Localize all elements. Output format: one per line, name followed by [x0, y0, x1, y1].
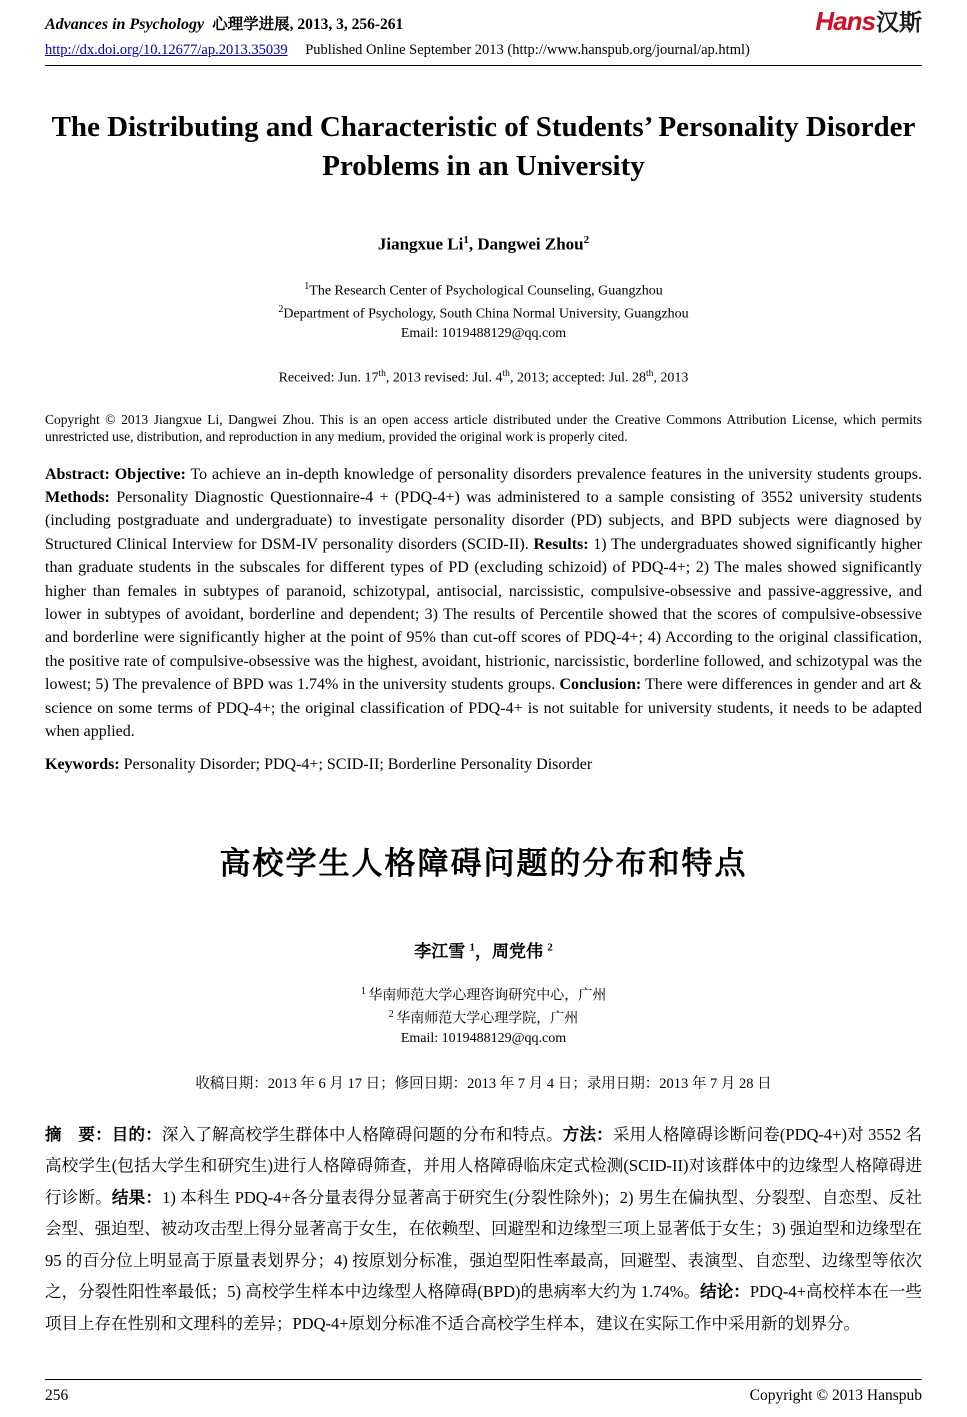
- article-body: [45, 66, 922, 1339]
- abstract-label: Abstract: Objective:: [45, 465, 186, 483]
- methods-label: Methods:: [45, 489, 110, 507]
- authors-zh: [45, 937, 922, 962]
- page-footer: [45, 1379, 922, 1405]
- ordinal-suffix: th: [646, 368, 654, 379]
- abstract-en: [45, 463, 922, 744]
- page-number: 256: [45, 1387, 69, 1404]
- keywords-en: [45, 756, 922, 774]
- received-text: , 2013: [653, 370, 689, 386]
- affiliation-text: The Research Center of Psychological Counseling, Guangzhou: [309, 283, 663, 299]
- author-email: Email: 1019488129@qq.com: [400, 1030, 567, 1046]
- article-title-zh: 高校学生人格障碍问题的分布和特点: [219, 845, 748, 881]
- received-text: , 2013 revised: Jul. 4: [385, 370, 503, 386]
- abstract-zh: [45, 1119, 922, 1340]
- received-text: , 2013; accepted: Jul. 28: [509, 370, 647, 386]
- author-name: 李江雪: [414, 941, 470, 961]
- author-email: Email: 1019488129@qq.com: [400, 325, 567, 341]
- affiliation-text: 华南师范大学心理学院，广州: [396, 1011, 579, 1027]
- abstract-segment: 采用人格障碍诊断问卷(PDQ-4+)对 3552 名高校学生(包括大学生和研究生)进行人格障碍筛查，并用人格障碍临床定式检测(SCID-II)对该群体中的边缘型人格障碍进行诊断。: [45, 1124, 922, 1207]
- article-title-en: The Distributing and Characteristic of Students’ Personality Disorder Problems in an University: [51, 111, 916, 182]
- affil-marker: 2: [278, 304, 284, 316]
- abstract-segment: Personality Diagnostic Questionnaire-4 + (PDQ-4+) was administered to a sample consisting of 3552 university students (including postgraduate and undergraduate) to investigate personality disorder (PD) subjects, and BPD subjects were diagnosed by Structured Clinical Interview for DSM-IV personality disorders (SCID-II).: [45, 489, 922, 553]
- abstract-segment: 1) The undergraduates showed significantly higher than graduate students in the subscales for different types of PD (excluding schizoid) of PDQ-4+; 2) The males showed significantly higher than females in subtypes of paranoid, schizotypal, antisocial, narcissistic, compulsive-obsessive and passive-aggressive, and lower in subtypes of avoidant, borderline and dependent; 3) The results of Percentile showed that the scores of compulsive-obsessive and borderline were significantly higher at the point of 95% than cut-off scores of PDQ-4+; 4) According to the original classification, the positive rate of compulsive-obsessive was the highest, avoidant, histrionic, narcissistic, borderline followed, and schizotypal was the lowest; 5) The prevalence of BPD was 1.74% in the university students groups.: [45, 535, 922, 694]
- ordinal-suffix: th: [378, 368, 386, 379]
- hans-publisher-logo: [815, 8, 922, 39]
- hans-logo-chinese-text: 汉斯: [876, 10, 922, 35]
- affil-marker: 1: [360, 985, 369, 997]
- abstract-segment: 1) 本科生 PDQ-4+各分量表得分显著高于研究生(分裂性除外)；2) 男生在偏执型、分裂型、自恋型、反社会型、强迫型、被动攻击型上得分显著高于女生，在依赖型、回避型和边缘型三项上显著低于女生；3) 强迫型和边缘型在 95 的百分位上明显高于原量表划界分；4) 按原划分标准，强迫型阳性率最高，回避型、表演型、自恋型、边缘型等依次之，分裂性阳性率最低；5) 高校学生样本中边缘型人格障碍(BPD)的患病率大约为 1.74%。: [45, 1187, 923, 1302]
- author-affil-marker: 1: [469, 940, 475, 953]
- author-affil-marker: 2: [583, 234, 590, 246]
- journal-issue-info: 心理学进展, 2013, 3, 256-261: [212, 16, 404, 33]
- affiliations-zh: [45, 982, 922, 1048]
- affiliation-line: [45, 982, 922, 1006]
- affiliation-text: 华南师范大学心理咨询研究中心，广州: [368, 988, 607, 1004]
- received-text: Received: Jun. 17: [278, 370, 379, 386]
- author-affil-marker: 2: [547, 940, 553, 953]
- abstract-label-zh: 摘 要：目的：: [45, 1124, 162, 1144]
- published-online-text: Published Online September 2013 (http://www.hanspub.org/journal/ap.html): [305, 42, 750, 58]
- header-doi-row: [45, 42, 922, 59]
- abstract-segment: To achieve an in-depth knowledge of personality disorders prevalence features in the university students groups.: [185, 465, 922, 483]
- author-name: Jiangxue Li: [377, 234, 464, 254]
- received-dates-en: [45, 369, 922, 387]
- keywords-label: Keywords:: [45, 755, 120, 773]
- author-name: , Dangwei Zhou: [468, 234, 584, 254]
- conclusion-label-zh: 结论：: [700, 1282, 750, 1302]
- footer-copyright: Copyright © 2013 Hanspub: [749, 1387, 922, 1404]
- journal-header: [45, 8, 922, 66]
- ordinal-suffix: th: [502, 368, 510, 379]
- affil-marker: 1: [304, 280, 310, 292]
- abstract-segment: PDQ-4+高校样本在一些项目上存在性别和文理科的差异；PDQ-4+原划分标准不适合高校学生样本，建议在实际工作中采用新的划界分。: [45, 1282, 923, 1333]
- methods-label-zh: 方法：: [562, 1124, 613, 1144]
- journal-name: Advances in Psychology: [45, 16, 205, 33]
- results-label-zh: 结果：: [111, 1187, 163, 1207]
- hans-logo-latin-text: Hans: [815, 6, 875, 36]
- affiliations-en: [45, 277, 922, 343]
- affiliation-text: Department of Psychology, South China Normal University, Guangzhou: [283, 306, 689, 322]
- doi-link[interactable]: http://dx.doi.org/10.12677/ap.2013.35039: [45, 42, 288, 58]
- abstract-segment: There were differences in gender and art & science on some terms of PDQ-4+; the original classification of PDQ-4+ is not suitable for university students, it needs to be adapted when applied.: [45, 676, 922, 741]
- conclusion-label: Conclusion:: [559, 676, 642, 694]
- journal-line: [45, 8, 403, 34]
- author-affil-marker: 1: [463, 234, 469, 246]
- keywords-text: Personality Disorder; PDQ-4+; SCID-II; Borderline Personality Disorder: [119, 755, 593, 773]
- affiliation-line: [45, 277, 922, 301]
- results-label: Results:: [533, 535, 589, 553]
- abstract-segment: 深入了解高校学生群体中人格障碍问题的分布和特点。: [161, 1124, 563, 1144]
- affiliation-line: [45, 300, 922, 324]
- affiliation-line: [45, 1005, 922, 1029]
- authors-en: [45, 234, 922, 255]
- copyright-notice: Copyright © 2013 Jiangxue Li, Dangwei Zhou. This is an open access article distributed under the Creative Commons Attribution License, which permits unrestricted use, distribution, and reproduction in any medium, provided the original work is properly cited.: [45, 411, 922, 445]
- affil-marker: 2: [388, 1009, 397, 1021]
- author-name: ，周党伟: [475, 941, 548, 961]
- received-dates-zh: 收稿日期：2013 年 6 月 17 日；修回日期：2013 年 7 月 4 日；录用日期：2013 年 7 月 28 日: [195, 1075, 772, 1092]
- header-top-row: [45, 8, 922, 39]
